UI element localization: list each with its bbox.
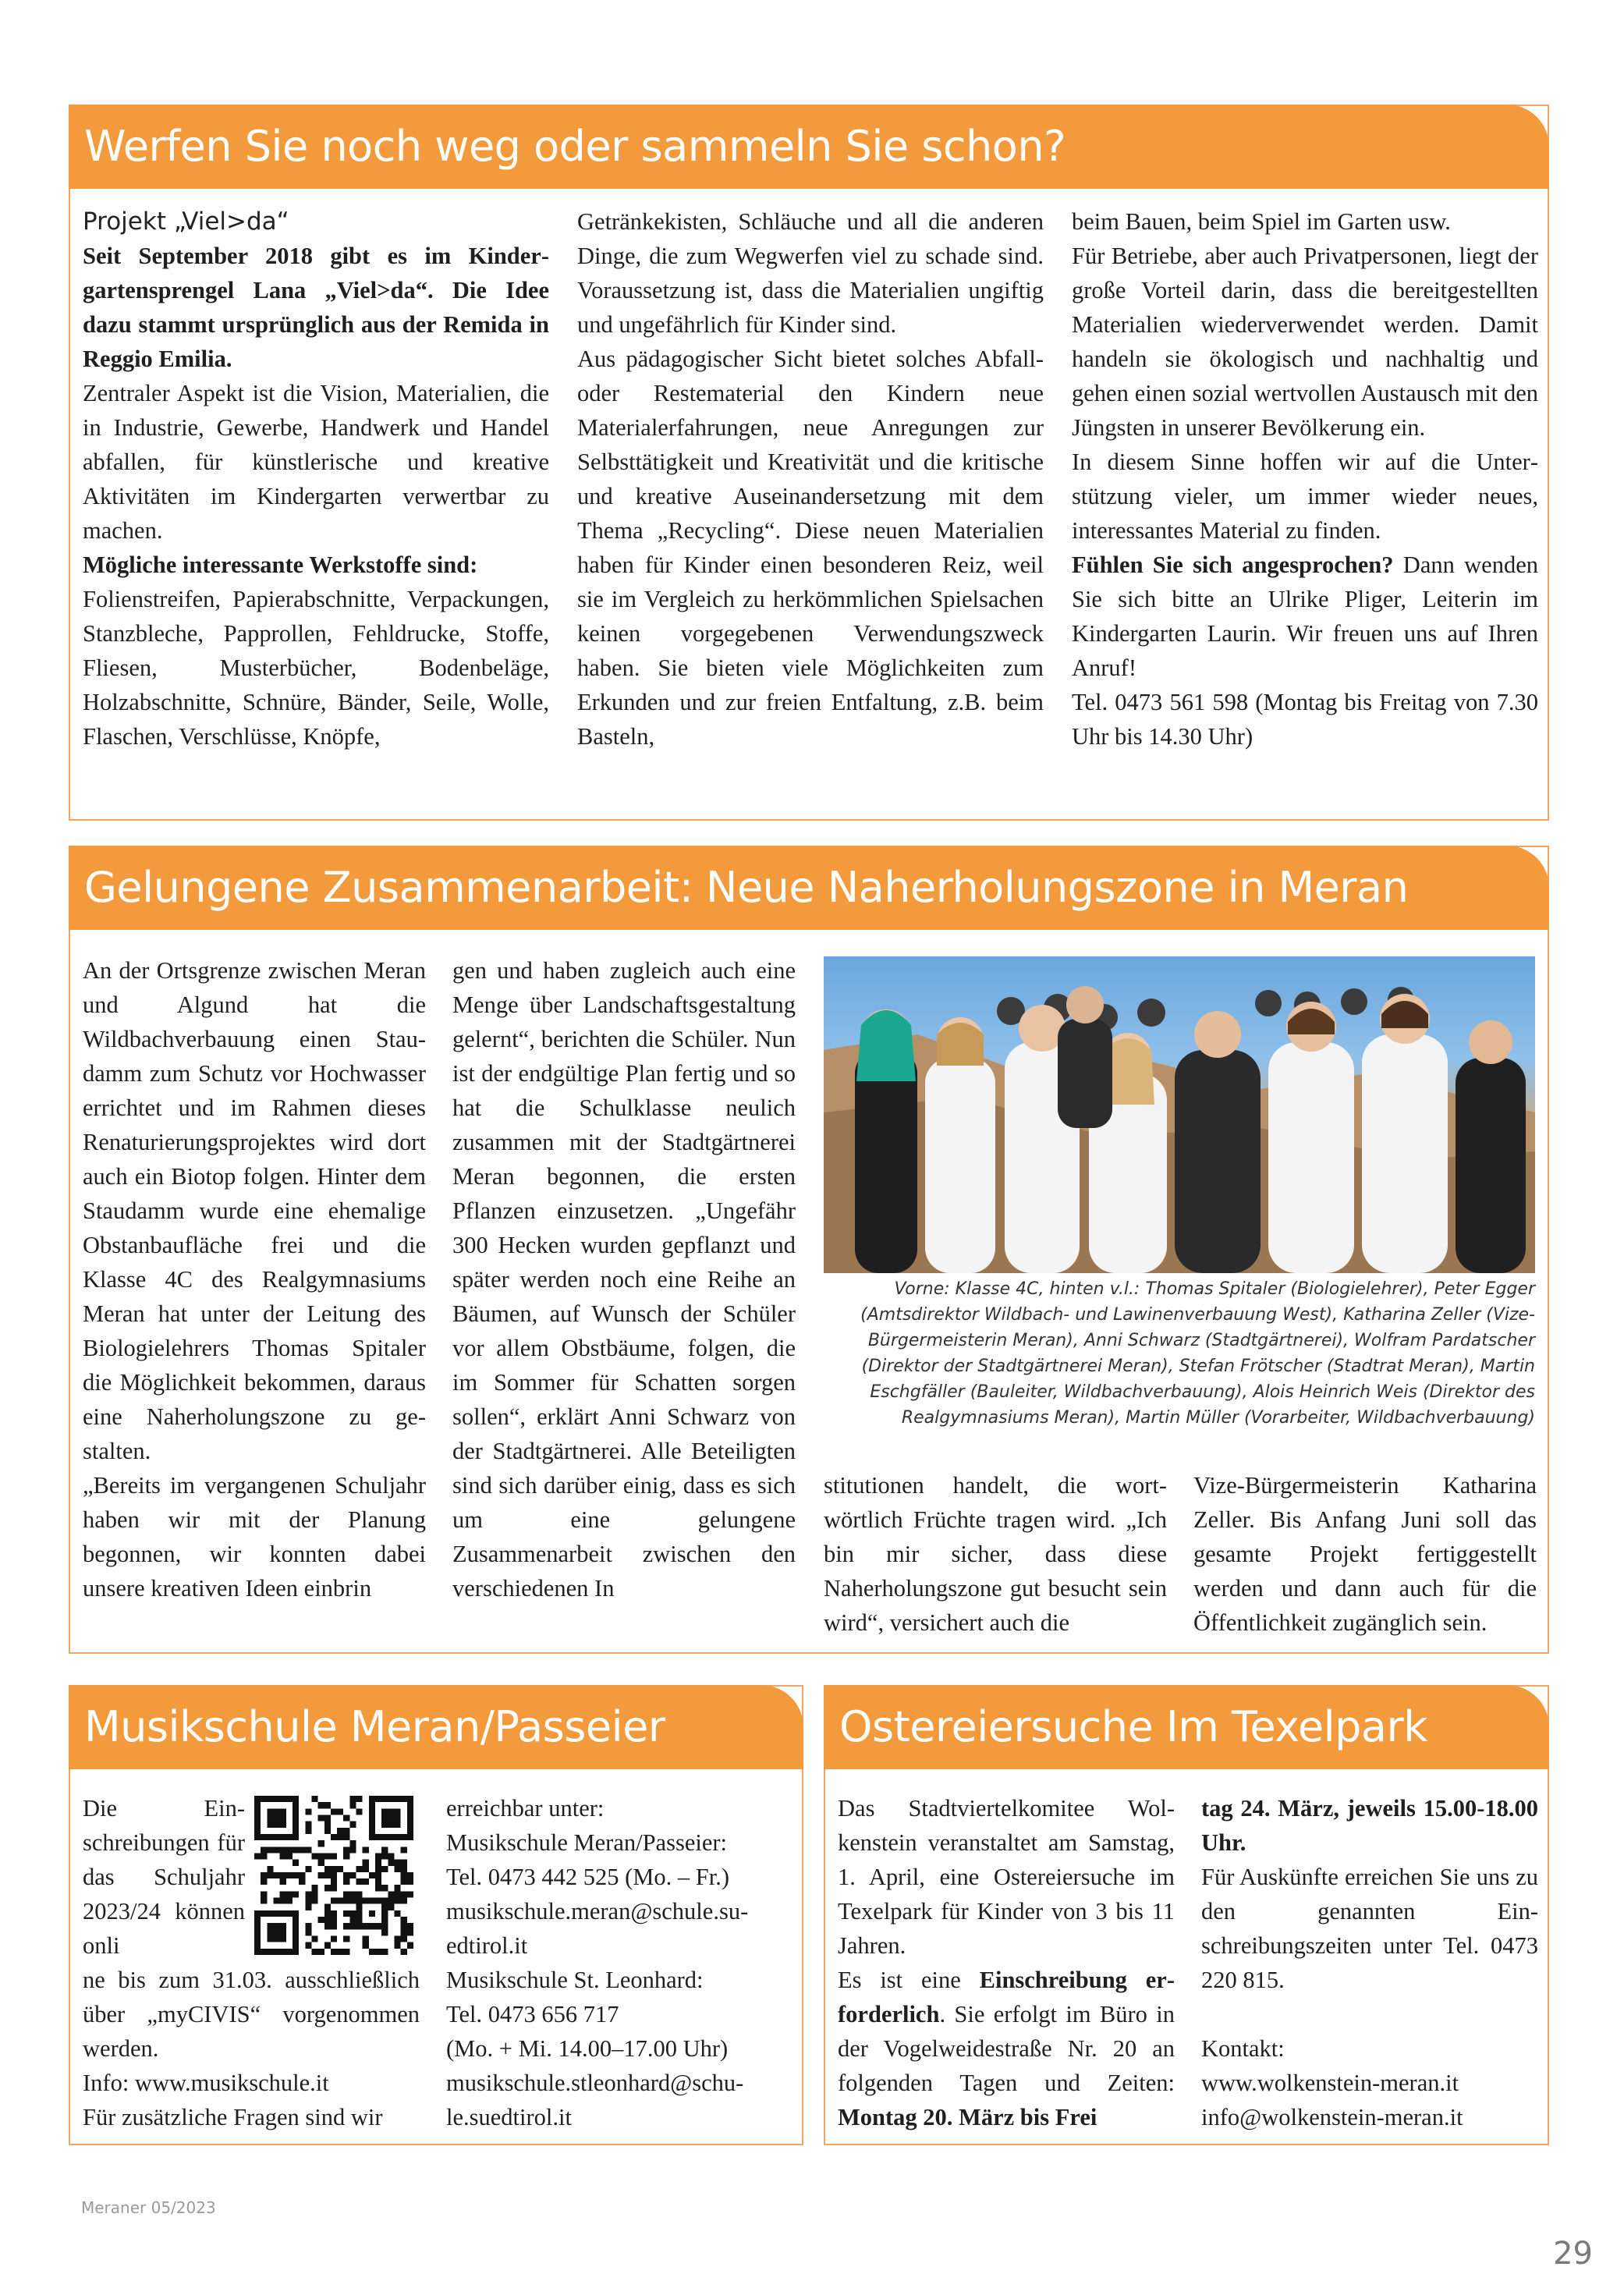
contact-line: (Mo. + Mi. 14.00–17.00 Uhr) bbox=[446, 2035, 729, 2062]
article-ostereiersuche-col1 bbox=[838, 1791, 1175, 2134]
article-viel-da-kicker: Projekt „Viel>da“ bbox=[83, 208, 289, 236]
article-naherholungszone-title: Gelungene Zusammenarbeit: Neue Naherholungszone in Meran bbox=[69, 846, 1549, 930]
phone-info: Tel. 0473 561 598 (Montag bis Freitag von 7.30 Uhr bis 14.30 Uhr) bbox=[1072, 689, 1538, 750]
article-musikschule-title: Musikschule Meran/Passeier bbox=[69, 1685, 803, 1769]
contact-line: erreichbar unter: bbox=[446, 1795, 605, 1822]
page-number: 29 bbox=[1553, 2236, 1593, 2272]
paragraph: Zentraler Aspekt ist die Vision, Materialien, die in Industrie, Gewerbe, Handwerk und Handel abfallen, für künstlerische und kreative Aktivitäten im Kindergarten verwertbar zu machen. bbox=[83, 380, 549, 544]
article-musikschule-col1 bbox=[83, 1963, 420, 2134]
article-viel-da-col1 bbox=[83, 204, 549, 754]
article-musikschule-col1-top bbox=[83, 1791, 245, 1963]
group-photo-caption: Vorne: Klasse 4C, hinten v.l.: Thomas Spitaler (Biologielehrer), Peter Egger (Amtsdirektor Wildbach- und Lawinenverbauung West), Katharina Zeller (Vize-Bürgermeisterin Meran), Anni Schwarz (Stadtgärtnerei), Wolfram Pardatscher (Direktor der Stadtgärtnerei Meran), Stefan Frötscher (Stadtrat Meran), Martin Eschgfäller (Bauleiter, Wildbachverbauung), Alois Heinrich Weis (Direktor des Realgymnasiums Meran), Martin Müller (Vorarbeiter, Wildbachverbauung) bbox=[860, 1279, 1535, 1428]
article-viel-da-intro: Seit September 2018 gibt es im Kindergartensprengel Lana „Viel>da“. Die Idee dazu stammt ursprünglich aus der Remida in Reggio Emilia. bbox=[83, 243, 549, 372]
paragraph: Für zusätzliche Fragen sind wir bbox=[83, 2104, 383, 2130]
article-viel-da-col3 bbox=[1072, 204, 1538, 754]
paragraph: Folienstreifen, Papierabschnitte, Verpackungen, Stanzbleche, Papprollen, Fehldrucke, Stoffe, Fliesen, Musterbücher, Bodenbeläge, Holzabschnitte, Schnüre, Bänder, Seile, Wolle, Flaschen, Verschlüsse, Knöpfe, bbox=[83, 586, 549, 750]
paragraph: An der Ortsgrenze zwischen Meran und Algund hat die Wildbachverbauung einen Staudamm zum Schutz vor Hochwasser errichtet und im Rahmen dieses Renaturierungsprojektes wird dort auch ein Biotop folgen. Hinter dem Staudamm wurde eine ehemalige Obstanbaufläche frei und die Klasse 4C des Realgymnasiums Meran hat unter der Leitung des Biologielehrers Thomas Spitaler die Möglichkeit bekommen, daraus eine Naherholungszone zu gestalten. bbox=[83, 957, 426, 1464]
article-viel-da-col2 bbox=[577, 204, 1044, 754]
article-ostereiersuche-col2 bbox=[1201, 1791, 1538, 2134]
email-link[interactable]: info@wolkenstein-meran.it bbox=[1201, 2104, 1463, 2130]
group-photo bbox=[824, 956, 1535, 1273]
paragraph: Für Auskünfte erreichen Sie uns zu den genannten Einschreibungszeiten unter Tel. 0473 220 815. bbox=[1201, 1864, 1538, 1993]
paragraph: Es ist eine Einschreibung erforderlich. Sie erfolgt im Büro in der Vogelweidestraße Nr. 20 an folgenden Tagen und Zeiten: Montag 20. März bis Frei bbox=[838, 1967, 1175, 2130]
article-naherholungszone-col2 bbox=[452, 953, 796, 1605]
article-viel-da-title: Werfen Sie noch weg oder sammeln Sie schon? bbox=[69, 105, 1549, 189]
spacer bbox=[1201, 1997, 1538, 2031]
subheading: Mögliche interessante Werkstoffe sind: bbox=[83, 552, 478, 578]
paragraph: Das Stadtviertelkomitee Wolkenstein veranstaltet am Samstag, 1. April, eine Ostereiersuche im Texelpark für Kinder von 3 bis 11 Jahren. bbox=[838, 1795, 1175, 1959]
contact-label: Kontakt: bbox=[1201, 2035, 1285, 2062]
paragraph: beim Bauen, beim Spiel im Garten usw. bbox=[1072, 208, 1451, 235]
article-ostereiersuche-title: Ostereiersuche Im Texelpark bbox=[824, 1685, 1549, 1769]
issue-label: Meraner 05/2023 bbox=[81, 2198, 216, 2217]
email-link[interactable]: musikschule.meran@schule.suedtirol.it bbox=[446, 1898, 749, 1959]
paragraph: Vize-Bürgermeisterin Katharina Zeller. Bis Anfang Juni soll das gesamte Projekt fertiggestellt werden und dann auch für die Öffentlichkeit zugänglich sein. bbox=[1193, 1472, 1537, 1636]
paragraph: ne bis zum 31.03. ausschließlich über „myCIVIS“ vorgenommen werden. bbox=[83, 1967, 420, 2062]
paragraph: stitutionen handelt, die wortwörtlich Früchte tragen wird. „Ich bin mir sicher, dass diese Naherholungszone gut besucht sein wird“, versichert auch die bbox=[824, 1472, 1167, 1636]
paragraph: tag 24. März, jeweils 15.00-18.00 Uhr. bbox=[1201, 1795, 1538, 1856]
article-naherholungszone-col1 bbox=[83, 953, 426, 1605]
paragraph: Für Betriebe, aber auch Privatpersonen, liegt der große Vorteil darin, dass die bereitgestellten Materialien wiederverwendet werden. Damit handeln sie ökologisch und nachhaltig und gehen einen sozial wertvollen Austausch mit den Jüngsten in unserer Bevölkerung ein. bbox=[1072, 243, 1538, 441]
contact-line: Musikschule St. Leonhard: bbox=[446, 1967, 704, 1993]
qr-code[interactable] bbox=[254, 1796, 413, 1955]
paragraph: gen und haben zugleich auch eine Menge über Landschaftsgestaltung gelernt“, berichten die Schüler. Nun ist der endgültige Plan fertig und so hat die Schulklasse neulich zusammen mit der Stadtgärtnerei Meran begonnen, die ersten Pflanzen einzusetzen. „Ungefähr 300 Hecken wurden gepflanzt und später werden noch eine Reihe an Bäumen, auf Wunsch der Schüler vor allem Obstbäume, folgen, die im Sommer für Schatten sorgen sollen“, erklärt Anni Schwarz von der Stadtgärtnerei. Alle Beteiligten sind sich darüber einig, dass es sich um eine gelungene Zusammenarbeit zwischen den verschiedenen In bbox=[452, 957, 796, 1602]
paragraph: In diesem Sinne hoffen wir auf die Unterstützung vieler, um immer wieder neues, interessantes Material zu finden. bbox=[1072, 449, 1538, 544]
website-link[interactable]: www.wolkenstein-meran.it bbox=[1201, 2070, 1459, 2096]
article-naherholungszone-col3 bbox=[824, 1468, 1167, 1640]
info-link[interactable]: Info: www.musikschule.it bbox=[83, 2070, 329, 2096]
email-link[interactable]: musikschule.stleonhard@schule.suedtirol.it bbox=[446, 2070, 744, 2130]
contact-line: Tel. 0473 442 525 (Mo. – Fr.) bbox=[446, 1864, 730, 1890]
paragraph: Fühlen Sie sich angesprochen? Dann wenden Sie sich bitte an Ulrike Pliger, Leiterin im Kindergarten Laurin. Wir freuen uns auf Ihren Anruf! bbox=[1072, 552, 1538, 681]
group-photo-illustration bbox=[824, 956, 1535, 1273]
paragraph: Die Einschreibungen für das Schuljahr 2023/24 können onli bbox=[83, 1795, 245, 1959]
contact-line: Musikschule Meran/Passeier: bbox=[446, 1829, 727, 1856]
paragraph: Getränkekisten, Schläuche und all die anderen Dinge, die zum Wegwerfen viel zu schade sind. Voraussetzung ist, dass die Materialien ungiftig und ungefährlich für Kinder sind. bbox=[577, 208, 1044, 338]
paragraph: „Bereits im vergangenen Schuljahr haben wir mit der Planung begonnen, wir konnten dabei unsere kreativen Ideen einbrin bbox=[83, 1472, 426, 1602]
article-naherholungszone-col4 bbox=[1193, 1468, 1537, 1640]
contact-line: Tel. 0473 656 717 bbox=[446, 2001, 619, 2027]
article-musikschule-col2 bbox=[446, 1791, 789, 2134]
paragraph: Aus pädagogischer Sicht bietet solches Abfall- oder Restematerial den Kindern neue Materialerfahrungen, neue Anregungen zur Selbsttätigkeit und Kreativität und die kritische und kreative Auseinandersetzung mit dem Thema „Recycling“. Diese neuen Materialien haben für Kinder einen besonderen Reiz, weil sie im Vergleich zu herkömmlichen Spielsachen keinen vorgegebenen Verwendungszweck haben. Sie bieten viele Möglichkeiten zum Erkunden und zur freien Entfaltung, z.B. beim Basteln, bbox=[577, 346, 1044, 750]
qr-code-graphic bbox=[254, 1796, 413, 1955]
